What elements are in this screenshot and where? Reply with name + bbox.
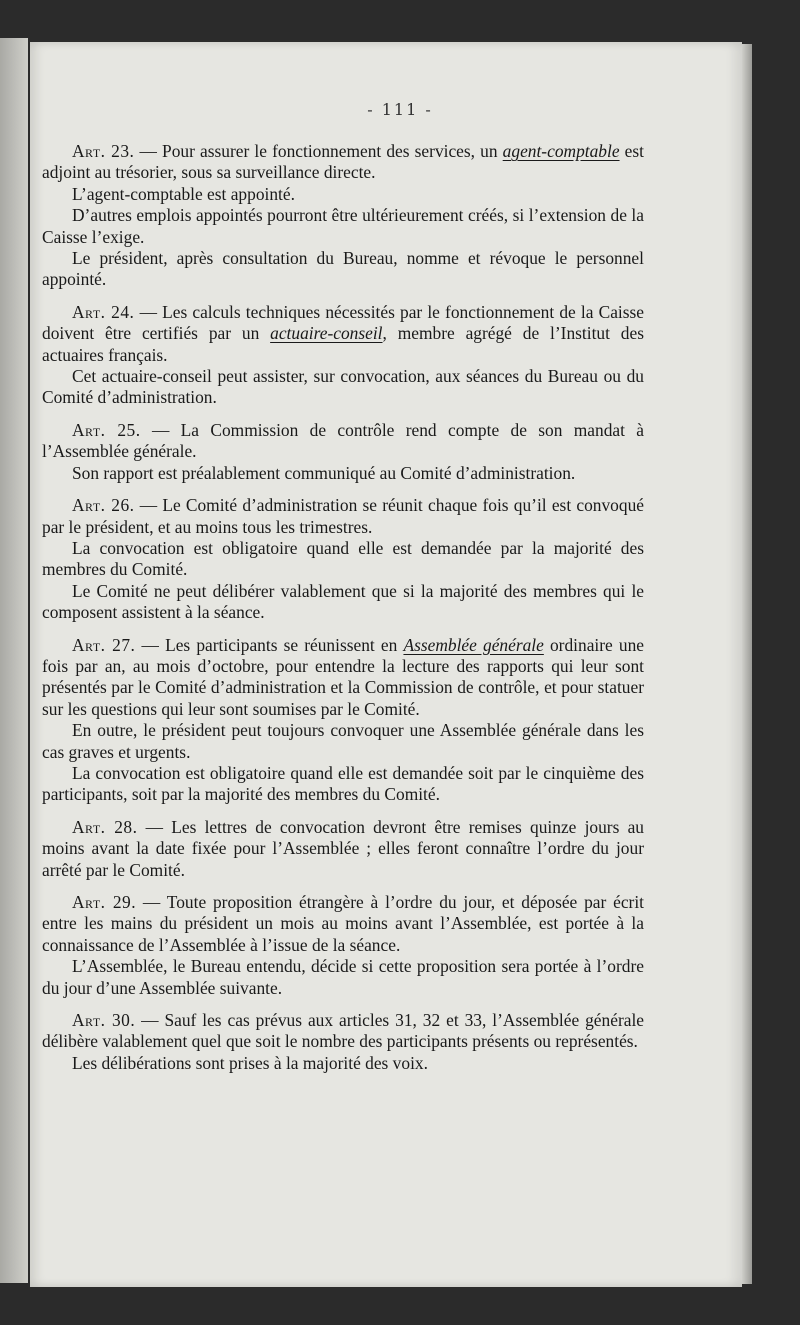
page-stack-edge — [742, 44, 752, 1284]
article-label: Art. 29. — [72, 892, 137, 912]
article-first-paragraph — [42, 817, 644, 881]
article-label: Art. 30. — [72, 1010, 136, 1031]
article-text: — Les lettres de convocation devront être remises quinze jours au moins avant la date fixée pour l’Assemblée ; elles feront connaître l’ordre du jour arrêté par le Comité. — [42, 816, 644, 880]
article-text-continued: est adjoint au trésorier, sous sa surveillance directe. — [42, 141, 644, 183]
article-first-paragraph — [42, 1010, 644, 1053]
article-text: — Les participants se réunissent en — [135, 634, 404, 655]
article-text-continued: , membre agrégé de l’Institut des actuaires français. — [42, 323, 644, 365]
article-label: Art. 25. — [72, 419, 141, 440]
article-label: Art. 27. — [72, 634, 136, 655]
article-label: Art. 23. — [72, 141, 135, 161]
article-text: — Le Comité d’administration se réunit chaque fois qu’il est convoqué par le président, et au moins tous les trimestres. — [42, 495, 644, 537]
article-1 — [42, 141, 644, 291]
article-text: — Sauf les cas prévus aux articles 31, 32 et 33, l’Assemblée générale délibère valablement quel que soit le nombre des participants présents ou représentés. — [42, 1010, 645, 1052]
article-label: Art. 24. — [72, 301, 135, 322]
article-paragraph: L’agent-comptable est appointé. — [72, 183, 295, 204]
article-2 — [42, 302, 644, 409]
article-3 — [42, 420, 644, 484]
defined-term: actuaire-conseil — [270, 323, 383, 344]
defined-term: agent-comptable — [502, 141, 620, 161]
article-4 — [42, 495, 644, 623]
article-label: Art. 26. — [72, 495, 135, 516]
article-paragraph: Les délibérations sont prises à la majorité des voix. — [72, 1052, 428, 1073]
page-number: - 111 - — [367, 100, 433, 119]
article-first-paragraph — [42, 495, 644, 538]
article-paragraph: La convocation est obligatoire quand elle est demandée par la majorité des membres du Comité. — [42, 537, 644, 580]
article-paragraph: D’autres emplois appointés pourront être ultérieurement créés, si l’extension de la Caisse l’exige. — [42, 205, 644, 247]
article-first-paragraph — [42, 141, 644, 184]
article-paragraph: Son rapport est préalablement communiqué au Comité d’administration. — [72, 462, 576, 483]
defined-term: Assemblée générale — [403, 634, 544, 655]
article-first-paragraph — [42, 420, 644, 463]
article-text-continued: ordinaire une fois par an, au mois d’octobre, pour entendre la lecture des rapports qui leur sont présentés par le Comité d’administration et la Commission de contrôle, et pour statuer sur les questions qui leur sont soumises par le Comité. — [42, 634, 645, 719]
facing-page-edge — [0, 38, 28, 1283]
page-text — [42, 141, 644, 1085]
article-7 — [42, 892, 644, 999]
article-paragraph: En outre, le président peut toujours convoquer une Assemblée générale dans les cas graves et urgents. — [42, 720, 644, 762]
article-8 — [42, 1010, 644, 1074]
article-5 — [42, 635, 644, 806]
article-first-paragraph — [42, 635, 644, 721]
article-text: — Toute proposition étrangère à l’ordre du jour, et déposée par écrit entre les mains du président un mois au moins avant l’Assemblée, est portée à la connaissance de l’Assemblée à l’issue de la séance. — [42, 892, 645, 955]
article-text: — La Commission de contrôle rend compte de son mandat à l’Assemblée générale. — [42, 419, 645, 462]
article-paragraph: Cet actuaire-conseil peut assister, sur convocation, aux séances du Bureau ou du Comité d’administration. — [42, 366, 644, 408]
article-paragraph: L’Assemblée, le Bureau entendu, décide si cette proposition sera portée à l’ordre du jour d’une Assemblée suivante. — [42, 956, 644, 998]
article-text: — Pour assurer le fonctionnement des services, un — [134, 141, 503, 161]
article-paragraph: Le Comité ne peut délibérer valablement que si la majorité des membres qui le composent assistent à la séance. — [42, 580, 644, 623]
article-first-paragraph — [42, 892, 644, 956]
article-label: Art. 28. — [72, 816, 138, 837]
article-first-paragraph — [42, 302, 644, 366]
article-paragraph: La convocation est obligatoire quand elle est demandée soit par le cinquième des participants, soit par la majorité des membres du Comité. — [42, 762, 644, 805]
article-6 — [42, 817, 644, 881]
article-paragraph: Le président, après consultation du Bureau, nomme et révoque le personnel appointé. — [42, 248, 644, 290]
article-text: — Les calculs techniques nécessités par le fonctionnement de la Caisse doivent être certifiés par un — [42, 301, 645, 344]
